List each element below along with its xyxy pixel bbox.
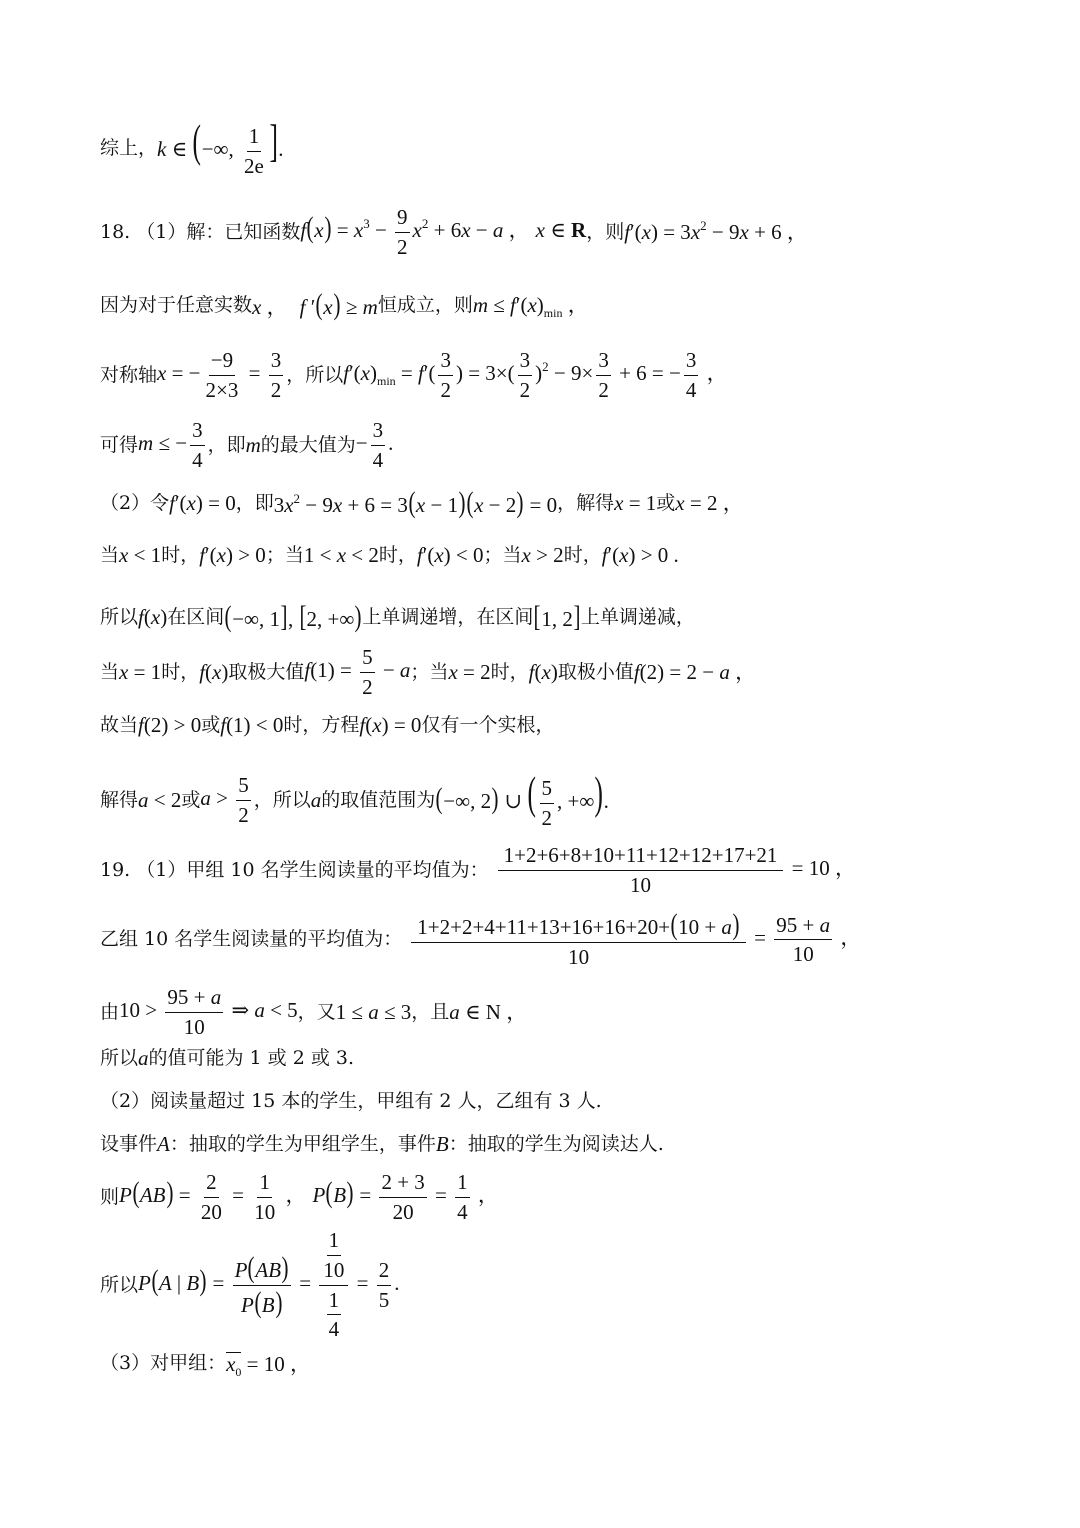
p18-axis-line: 对称轴 x = − $\frac{-9}{2\times 3}$ = $\frac{3}{2}$ ，所以 $f'(x)_{min} = f'$( $\frac{3}{2}$ ) = 3×( $\frac{3}{2}$ )$^2$ − 9× $\frac{3}{2}$ + 6 = − $\frac{3}{4}$ ， xyxy=(100,348,728,402)
p19-probability-line: 则 P(AB) = $\frac{2}{20}$ = $\frac{1}{10}$ ， P(B) = $\frac{2 + 3}{20}$ = $\frac{1}{4}$ ， xyxy=(100,1170,499,1224)
p19-header-line: 19. （1）甲组 10 名学生阅读量的平均值为： $\frac{1+2+6+8+10+11+12+12+17+21}{10}$ = 10 ， xyxy=(100,843,857,897)
p18-header-line: 18. （1）解：已知函数 $f(x) = x^3$ − $\frac{9}{2}$ $x^2 + 6x - a$ ， x ∈ R ，则 $f'(x) = 3x^2 - 9x + 6$ ， xyxy=(100,205,808,259)
p18-range-line: 解得 a < 2 或 a > $\frac{5}{2}$ ，所以 a 的取值范围为 (−∞, 2) ∪ ( $\frac{5}{2}$ , +∞). xyxy=(100,767,609,830)
p18-condition-line: 因为对于任意实数 x ， f ′(x) ≥ m 恒成立，则 $m \le f'(x)_{min}$ ， xyxy=(100,288,589,321)
summary-line: 综上， k ∈ (−∞, $\frac{1}{2e}$ ]. xyxy=(100,115,284,178)
p19-q2-line: （2）阅读量超过 15 本的学生，甲组有 2 人，乙组有 3 人. xyxy=(100,1090,602,1112)
p18-root-line: 故当 f(2) > 0 或 f(1) < 0 时，方程 f(x) = 0 仅有一个实根， xyxy=(100,713,555,737)
p19-group-b-line: 乙组 10 名学生阅读量的平均值为： $\frac{1+2+2+4+11+13+16+16+20+(10 + a)}{10}$ = $\frac{95 + a}{10}$ ， xyxy=(100,908,862,969)
p19-events-line: 设事件 A ：抽取的学生为甲组学生，事件 B ：抽取的学生为阅读达人. xyxy=(100,1132,664,1156)
p18-monotonic-line: 所以 f(x) 在区间 (−∞, 1], [2, +∞) 上单调递增，在区间 [1, 2] 上单调递减， xyxy=(100,600,695,633)
p18-max-line: 可得 m ≤ − $\frac{3}{4}$ ，即 m 的最大值为 − $\frac{3}{4}$ . xyxy=(100,418,394,472)
p19-possible-line: 所以 a 的值可能为 1 或 2 或 3. xyxy=(100,1046,355,1070)
p19-inequality-line: 由 10 > $\frac{95 + a}{10}$ ⇒ a < 5 ，又 1 ≤ a ≤ 3 ，且 a ∈ N ， xyxy=(100,985,528,1039)
p18-q2-line: （2）令 f′(x) = 0 ，即 $3x^2 - 9x + 6 = 3(x - 1)(x - 2) = 0$ ，解得 x = 1 或 x = 2 ， xyxy=(100,486,744,519)
p19-q3-line: （3）对甲组： $x_0 = 10$ ， xyxy=(100,1352,312,1379)
p18-sign-line: 当 x < 1 时， f′(x) > 0 ； 当 1 < x < 2 时， f′(x) < 0 ； 当 x > 2 时， f′(x) > 0 . xyxy=(100,543,679,567)
p18-extreme-line: 当 x = 1 时， f(x) 取极大值 f(1) = $\frac{5}{2}$ − a ； 当 x = 2 时， f(x) 取极小值 f(2) = 2 − a ， xyxy=(100,645,757,699)
p19-conditional-line: 所以 P(A | B) = $\frac{P(AB)}{P(B)}$ = $\frac{\frac{1}{10}}{\frac{1}{4}}$ = $\frac{2}{5}$ . xyxy=(100,1228,400,1342)
